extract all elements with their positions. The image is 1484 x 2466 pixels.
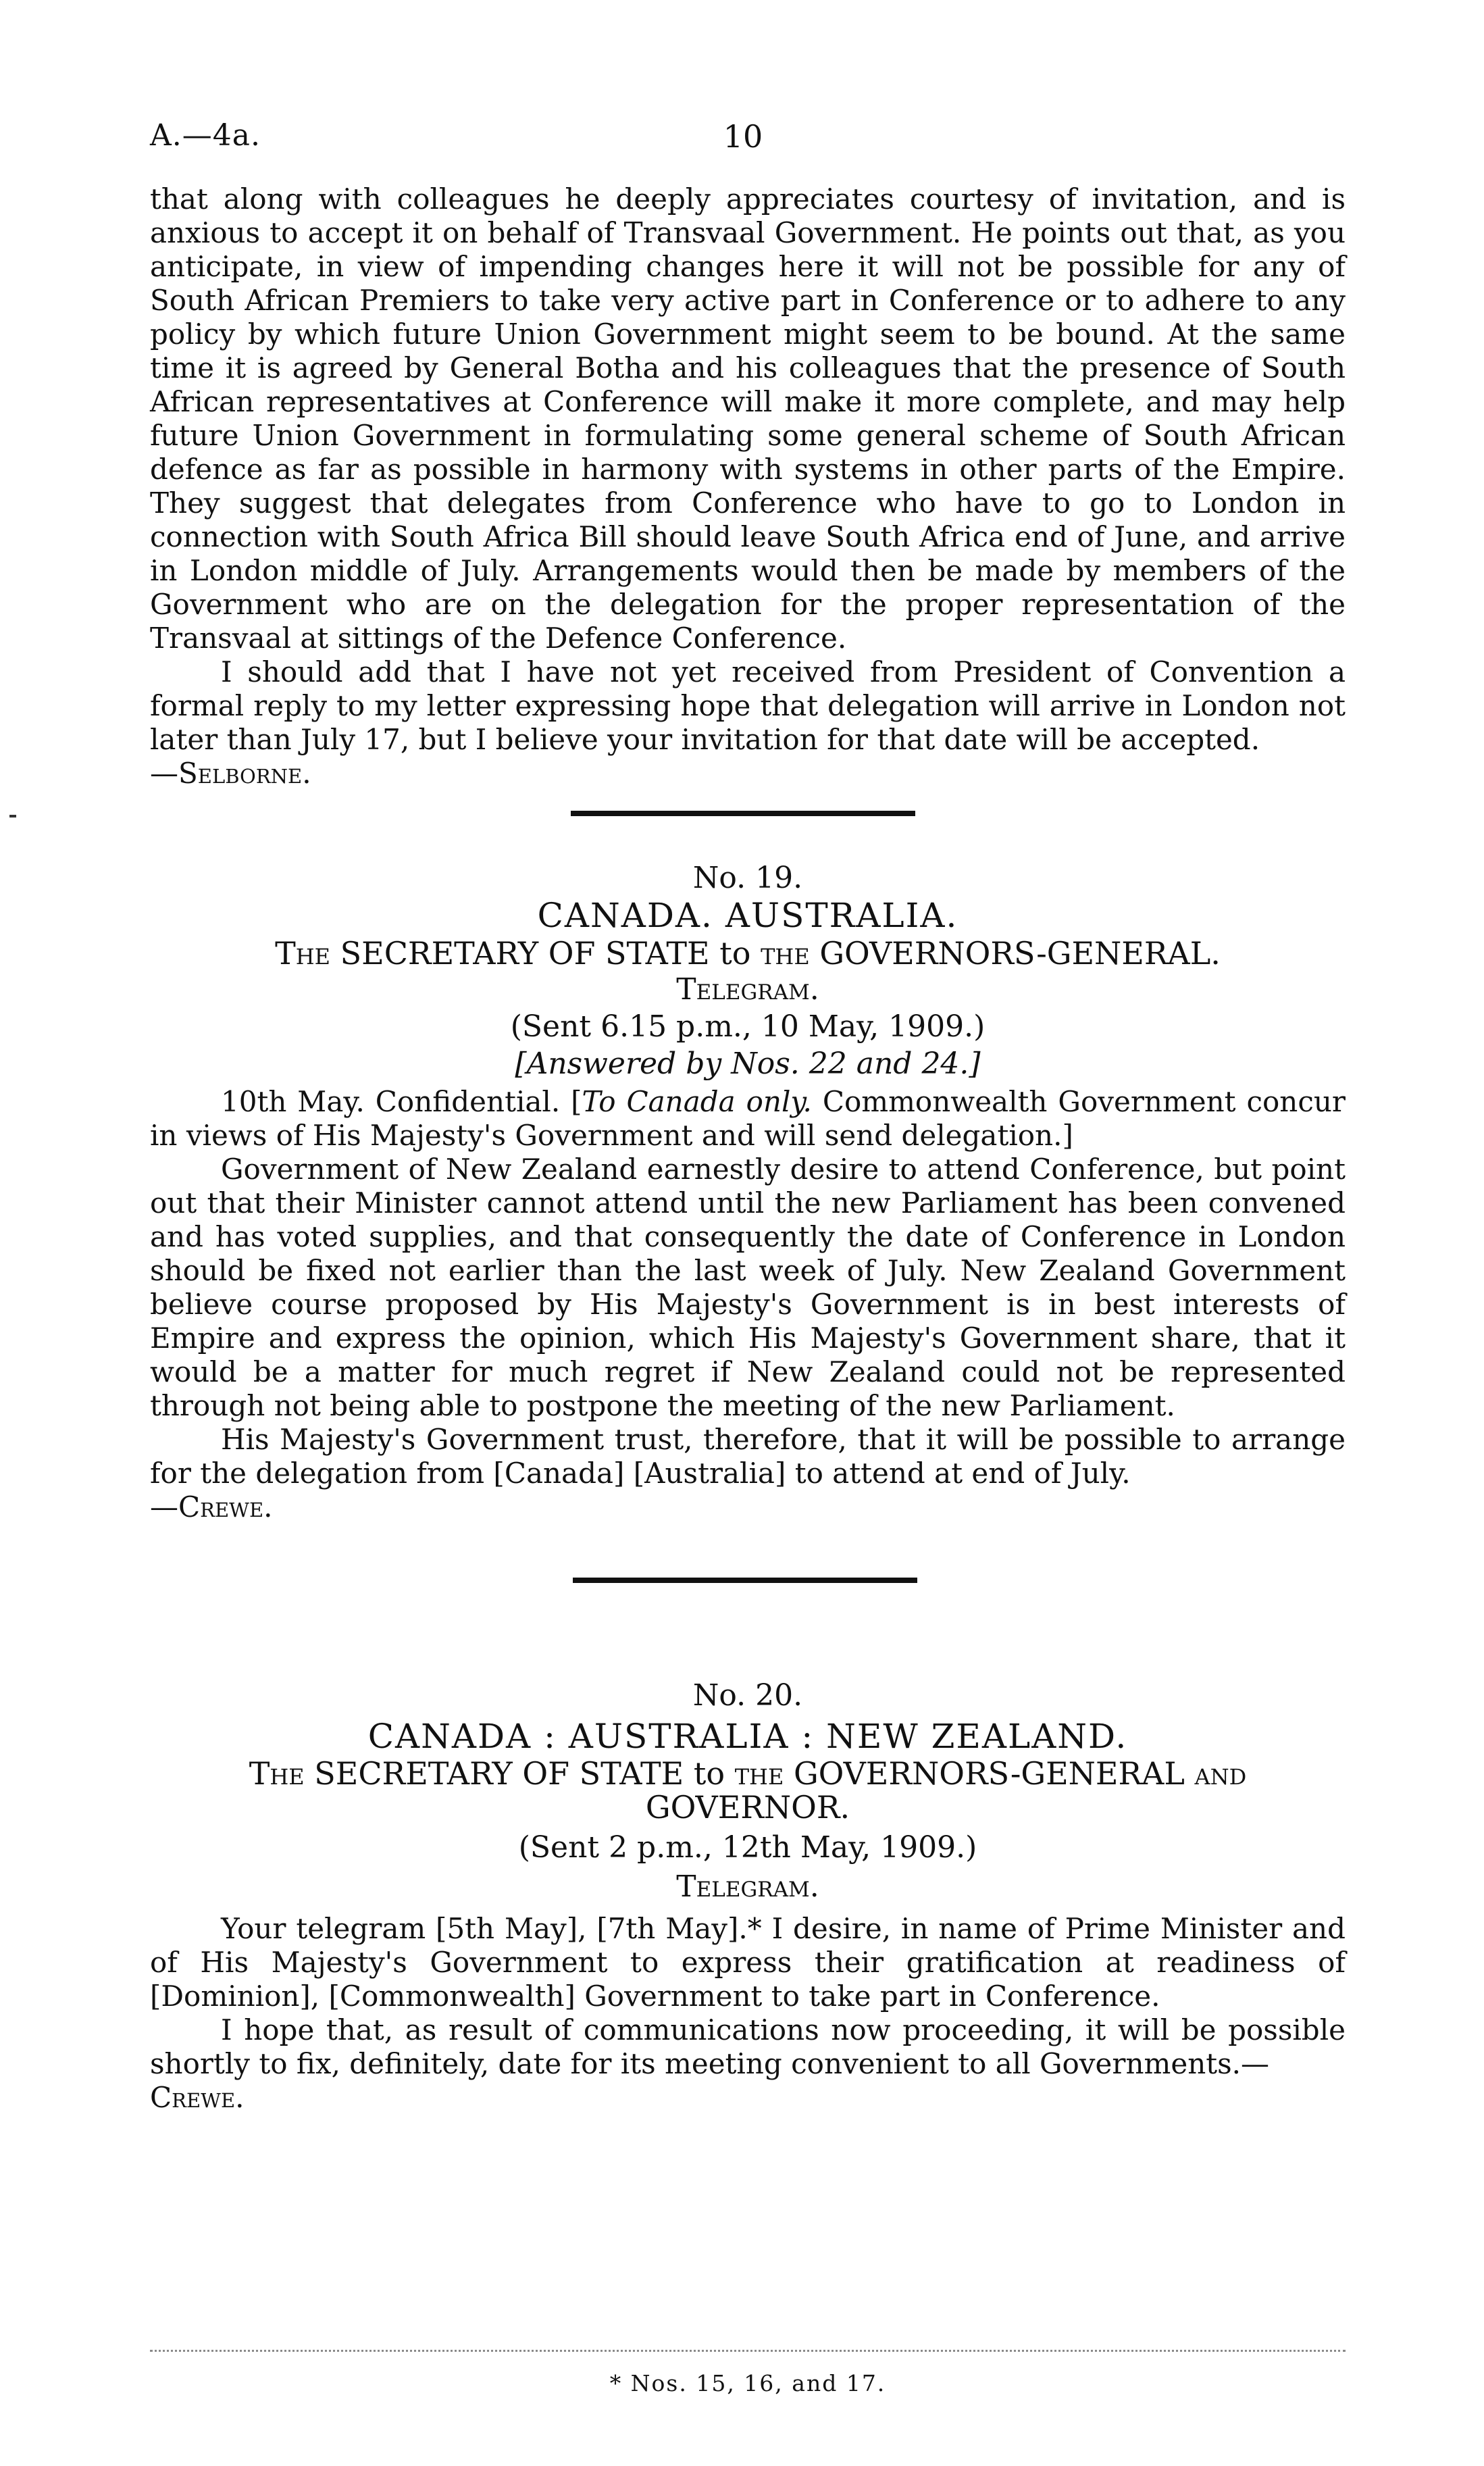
selborne-paragraph-2: I should add that I have not yet received from President of Convention a formal reply to my letter expressing hope that delegation will arrive in London not later than July 17, but I believe your invitation for that date will be accepted. xyxy=(150,655,1346,756)
telegram-19-from-to xyxy=(150,936,1346,970)
selborne-telegram-continuation xyxy=(150,182,1346,790)
selborne-paragraph-1: that along with colleagues he deeply appreciates courtesy of invitation, and is anxious to accept it on behalf of Transvaal Government. He points out that, as you anticipate, in view of impending changes here it will not be possible for any of South African Premiers to take very active part in Conference or to adhere to any policy by which future Union Government might seem to be bound. At the same time it is agreed by General Botha and his colleagues that the presence of South African representatives at Conference will make it more complete, and may help future Union Government in formulating some general scheme of South African defence as far as possible in harmony with systems in other parts of the Empire. They suggest that delegates from Conference who have to go to London in connection with South Africa Bill should leave South Africa end of June, and arrive in London middle of July. Arrangements would then be made by members of the Government who are on the delegation for the proper representation of the Transvaal at sittings of the Defence Conference. xyxy=(150,182,1346,655)
telegram-19-p1-rest: Commonwealth Government concur in views of His Majesty's Government and will send delegation.] xyxy=(150,1085,1346,1152)
telegram-19-body xyxy=(150,1085,1346,1524)
telegram-19-signature: —Crewe. xyxy=(150,1490,273,1524)
telegram-19-paragraph-2: Government of New Zealand earnestly desire to attend Conference, but point out that their Minister cannot attend until the new Parliament has been convened and has voted supplies, and that consequently the date of Conference in London should be fixed not earlier than the last week of July. New Zealand Government believe course proposed by His Majesty's Government is in best interests of Empire and express the opinion, which His Majesty's Government share, that it would be a matter for much regret if New Zealand could not be represented through not being able to postpone the meeting of the new Parliament. xyxy=(150,1153,1346,1422)
telegram-19-recipients: CANADA. AUSTRALIA. xyxy=(537,896,958,935)
telegram-20-number: No. 20. xyxy=(692,1678,803,1713)
telegram-20-from-to xyxy=(150,1757,1346,1790)
selborne-signature: —Selborne. xyxy=(150,757,311,790)
telegram-19-number: No. 19. xyxy=(692,861,803,895)
telegram-20-signature: Crewe. xyxy=(150,2081,245,2114)
from-title: SECRETARY OF STATE xyxy=(340,935,710,972)
page-number: 10 xyxy=(723,118,763,155)
from-to: to xyxy=(719,935,751,972)
from-to: to xyxy=(693,1755,725,1792)
telegram-19-type: Telegram. xyxy=(676,972,819,1007)
telegram-20-recipients: CANADA : AUSTRALIA : NEW ZEALAND. xyxy=(367,1717,1128,1756)
telegram-20-type: Telegram. xyxy=(676,1869,819,1904)
document-reference: A.—4a. xyxy=(150,118,261,153)
telegram-19-paragraph-1 xyxy=(150,1085,1346,1153)
telegram-20-paragraph-2: I hope that, as result of communications now proceeding, it will be possible shortly to fix, definitely, date for its meeting convenient to all Governments.— xyxy=(150,2013,1346,2080)
section-divider xyxy=(571,811,915,816)
margin-mark xyxy=(9,815,16,817)
telegram-20-to-title-2: GOVERNOR. xyxy=(645,1789,850,1826)
telegram-19-answered: [Answered by Nos. 22 and 24.] xyxy=(515,1047,981,1081)
footnote: * Nos. 15, 16, and 17. xyxy=(609,2370,886,2396)
section-divider xyxy=(573,1578,917,1583)
telegram-20-sent: (Sent 2 p.m., 12th May, 1909.) xyxy=(518,1830,977,1865)
telegram-20-body xyxy=(150,1912,1346,2115)
footnote-rule xyxy=(150,2350,1346,2352)
telegram-19-paragraph-3: His Majesty's Government trust, therefore, that it will be possible to arrange for the delegation from [Canada] [Australia] to attend at end of July. xyxy=(150,1423,1346,1490)
from-the: The xyxy=(249,1755,305,1792)
to-title: GOVERNORS-GENERAL xyxy=(793,1755,1185,1792)
from-title: SECRETARY OF STATE xyxy=(314,1755,684,1792)
to-and: and xyxy=(1194,1755,1247,1792)
telegram-19-p1-italic: To Canada only. xyxy=(582,1085,812,1118)
to-the: the xyxy=(734,1755,784,1792)
telegram-19-sent: (Sent 6.15 p.m., 10 May, 1909.) xyxy=(510,1009,986,1044)
to-title: GOVERNORS-GENERAL. xyxy=(819,935,1221,972)
to-the: the xyxy=(761,935,810,972)
telegram-19-p1-prefix: 10th May. Confidential. [ xyxy=(221,1085,582,1118)
from-the: The xyxy=(275,935,331,972)
telegram-20-paragraph-1: Your telegram [5th May], [7th May].* I desire, in name of Prime Minister and of His Majesty's Government to express their gratification at readiness of [Dominion], [Commonwealth] Government to take part in Conference. xyxy=(150,1912,1346,2013)
